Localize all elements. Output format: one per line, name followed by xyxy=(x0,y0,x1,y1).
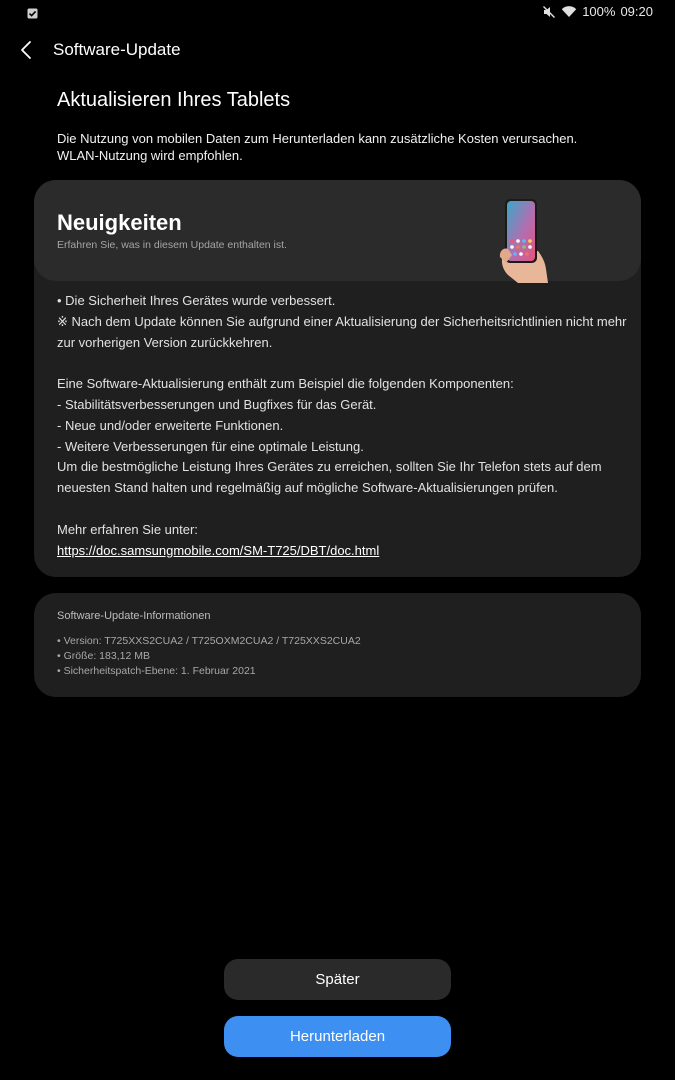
update-version: • Version: T725XXS2CUA2 / T725OXM2CUA2 / T725XXS2CUA2 xyxy=(57,635,361,647)
whats-new-card xyxy=(34,180,641,577)
download-button[interactable]: Herunterladen xyxy=(224,1016,451,1057)
later-button[interactable]: Später xyxy=(224,959,451,1000)
status-bar xyxy=(0,0,675,24)
status-indicators xyxy=(542,4,653,19)
whats-new-subtitle: Erfahren Sie, was in diesem Update enthalten ist. xyxy=(57,239,287,251)
notice-line-1: Die Nutzung von mobilen Daten zum Herunterladen kann zusätzliche Kosten verursachen. xyxy=(57,131,578,146)
news-line-stability: - Stabilitätsverbesserungen und Bugfixes für das Gerät. xyxy=(57,396,377,412)
news-line-security: • Die Sicherheit Ihres Gerätes wurde verbessert. xyxy=(57,293,336,308)
documentation-link[interactable]: https://doc.samsungmobile.com/SM-T725/DBT/doc.html xyxy=(57,542,380,558)
app-bar xyxy=(0,30,675,70)
news-line-performance: - Weitere Verbesserungen für eine optimale Leistung. xyxy=(57,438,364,454)
news-line-rollback-notice: ※ Nach dem Update können Sie aufgrund einer Aktualisierung der Sicherheitsrichtlinien nicht mehr zur vorherigen Version zurückkehren. xyxy=(57,313,627,350)
security-patch-level: • Sicherheitspatch-Ebene: 1. Februar 2021 xyxy=(57,665,256,677)
whats-new-body xyxy=(57,291,627,561)
mute-icon xyxy=(542,5,556,19)
update-info-card xyxy=(34,593,641,697)
update-info-title: Software-Update-Informationen xyxy=(57,610,211,622)
data-usage-notice xyxy=(57,130,637,164)
phone-illustration-icon xyxy=(496,197,552,283)
back-arrow-icon xyxy=(14,49,40,66)
whats-new-title: Neuigkeiten xyxy=(57,210,182,235)
news-line-features: - Neue und/oder erweiterte Funktionen. xyxy=(57,417,284,433)
page-title: Software-Update xyxy=(53,40,181,59)
notification-check-icon xyxy=(27,6,38,17)
news-line-components-intro: Eine Software-Aktualisierung enthält zum Beispiel die folgenden Komponenten: xyxy=(57,376,514,392)
update-info-list xyxy=(57,634,361,679)
notice-line-2: WLAN-Nutzung wird empfohlen. xyxy=(57,148,243,163)
update-heading: Aktualisieren Ihres Tablets xyxy=(57,89,291,111)
back-button[interactable] xyxy=(14,38,40,62)
more-info-label: Mehr erfahren Sie unter: xyxy=(57,521,198,537)
time-text: 09:20 xyxy=(620,4,653,19)
whats-new-header xyxy=(34,180,641,281)
news-line-recommendation: Um die bestmögliche Leistung Ihres Gerätes zu erreichen, sollten Sie Ihr Telefon stets auf dem neuesten Stand halten und regelmäßig auf mögliche Software-Aktualisierungen prüfen. xyxy=(57,459,602,496)
wifi-icon xyxy=(561,5,577,18)
battery-text: 100% xyxy=(582,4,616,19)
update-size: • Größe: 183,12 MB xyxy=(57,650,150,662)
